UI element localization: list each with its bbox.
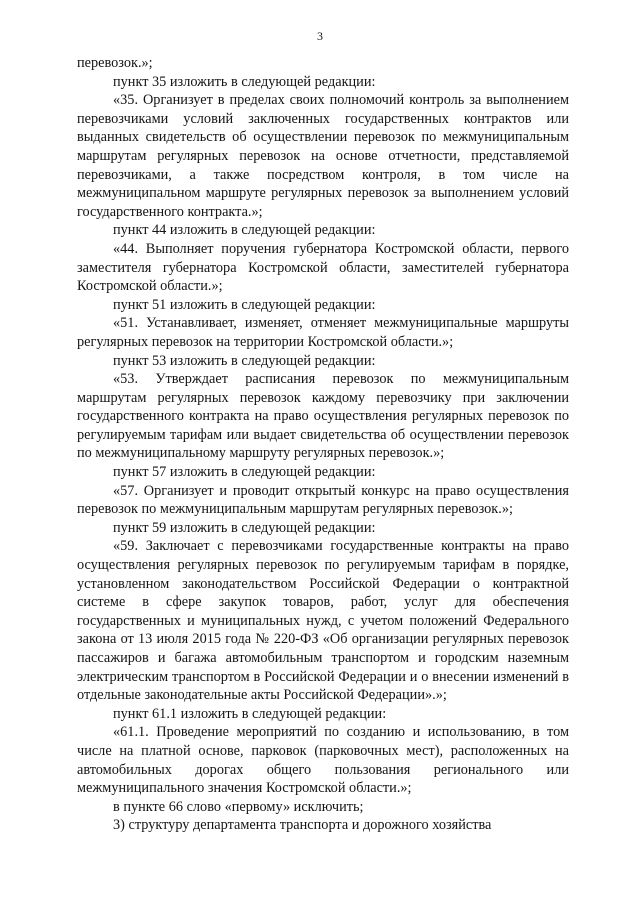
paragraph-p08: пункт 53 изложить в следующей редакции: <box>113 352 376 369</box>
paragraph-p11: «57. Организует и проводит открытый конкурс на право осуществления перевозок по межмуниципальным маршрутам регулярных перевозок.»; <box>77 482 569 518</box>
paragraph-p15: «61.1. Проведение мероприятий по созданию и использованию, в том числе на платной основе, парковок (парковочных мест), расположенных на автомобильных дорогах общего пользования регионального или межмуниципального значения Костромской области.»; <box>77 724 569 797</box>
paragraph-p14: пункт 61.1 изложить в следующей редакции: <box>113 705 387 722</box>
paragraph-p01: перевозок.»; <box>77 55 153 71</box>
paragraph-p09: «53. Утверждает расписания перевозок по межмуниципальным маршрутам регулярных перевозок каждому перевозчику при заключении государственного контракта на право осуществления регулярных перевозок по регулируемым тарифам или выдает свидетельства об осуществлении перевозок по межмуниципальному маршруту регулярных перевозок.»; <box>77 371 569 462</box>
paragraph-p04: пункт 44 изложить в следующей редакции: <box>113 222 376 239</box>
paragraph-p02: пункт 35 изложить в следующей редакции: <box>113 73 376 90</box>
paragraph-p17: 3) структуру департамента транспорта и дорожного хозяйства <box>113 817 492 834</box>
paragraph-p12: пункт 59 изложить в следующей редакции: <box>113 519 376 536</box>
paragraph-p16: в пункте 66 слово «первому» исключить; <box>113 798 364 815</box>
paragraph-p06: пункт 51 изложить в следующей редакции: <box>113 296 376 313</box>
paragraph-p13: «59. Заключает с перевозчиками государственные контракты на право осуществления регулярных перевозок по регулируемым тарифам в порядке, установленном законодательством Российской Федерации о контрактной системе в сфере закупок товаров, работ, услуг для обеспечения государственных и муниципальных нужд, с учетом положений Федерального закона от 13 июля 2015 года № 220-ФЗ «Об организации регулярных перевозок пассажиров и багажа автомобильным транспортом и городским наземным электрическим транспортом в Российской Федерации и о внесении изменений в отдельные законодательные акты Российской Федерации».»; <box>77 538 569 704</box>
paragraph-p03: «35. Организует в пределах своих полномочий контроль за выполнением перевозчиками условий заключенных государственных контрактов или выданных свидетельств об осуществлении перевозок по межмуниципальным маршрутам регулярных перевозок на основе отчетности, представляемой перевозчиками, а также посредством контроля, в том числе на межмуниципальном маршруте регулярных перевозок за выполнением условий государственного контракта.»; <box>77 92 569 220</box>
page-number: 3 <box>317 29 323 43</box>
paragraph-p05: «44. Выполняет поручения губернатора Костромской области, первого заместителя губернатора Костромской области, заместителей губернатора Костромской области.»; <box>77 240 569 295</box>
document-body <box>77 54 569 835</box>
paragraph-p10: пункт 57 изложить в следующей редакции: <box>113 464 376 481</box>
paragraph-p07: «51. Устанавливает, изменяет, отменяет межмуниципальные маршруты регулярных перевозок на территории Костромской области.»; <box>77 315 569 350</box>
